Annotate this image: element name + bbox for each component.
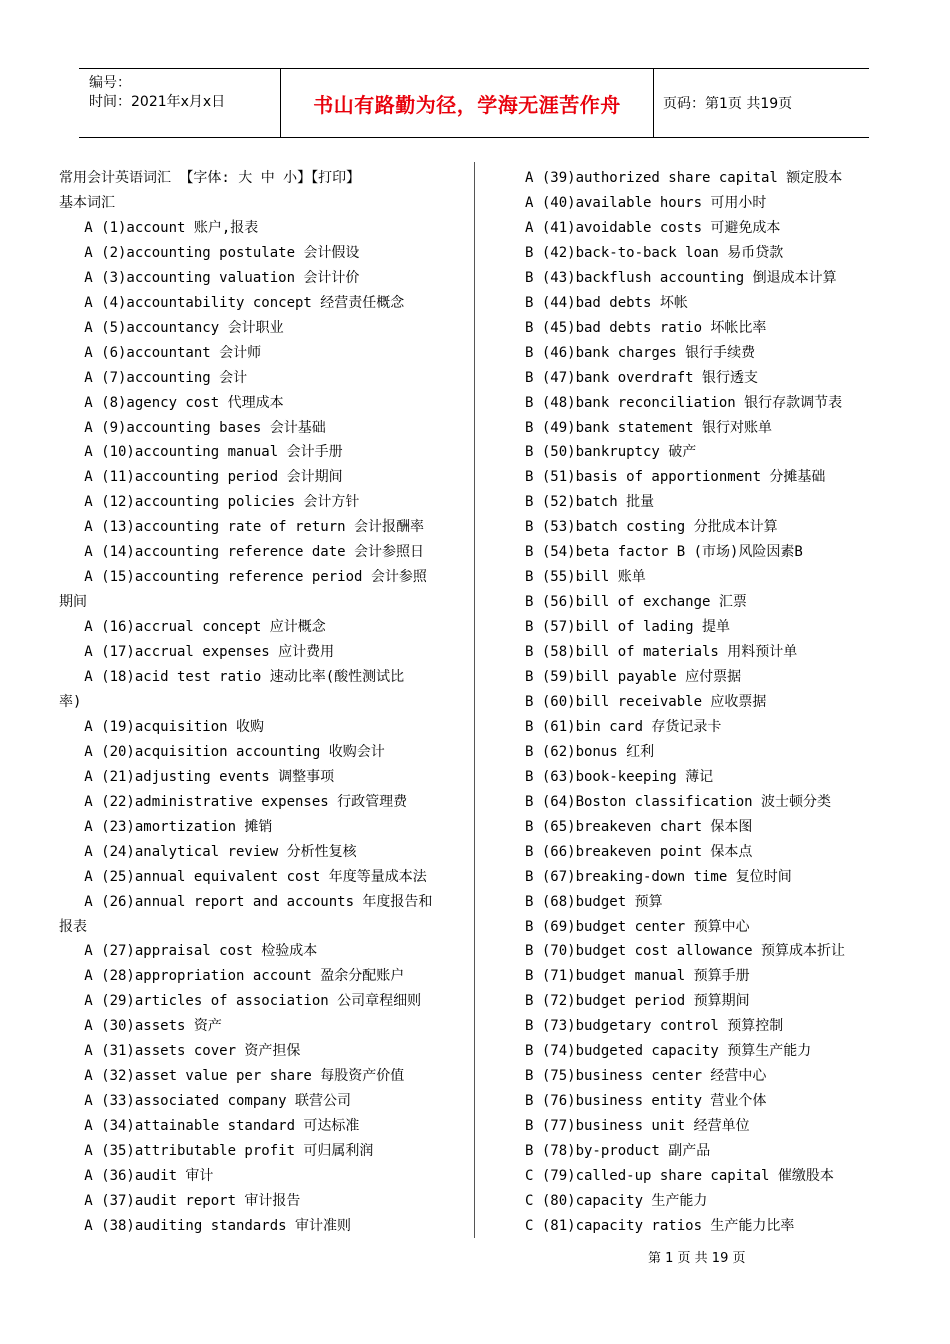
vocab-entry: A (34)attainable standard 可达标准 bbox=[59, 1118, 360, 1135]
vocab-entry: A (31)assets cover 资产担保 bbox=[59, 1043, 301, 1060]
vocab-entry: B (72)budget period 预算期间 bbox=[525, 993, 750, 1010]
document-date: 时间：2021年x月x日 bbox=[89, 94, 226, 110]
header-page-cell bbox=[654, 69, 869, 137]
vocab-entry: B (44)bad debts 坏帐 bbox=[525, 294, 688, 311]
vocab-entry: B (51)basis of apportionment 分摊基础 bbox=[525, 469, 826, 486]
vocab-entry: A (7)accounting 会计 bbox=[59, 369, 248, 386]
vocab-entry: A (40)available hours 可用小时 bbox=[525, 194, 767, 211]
document-number-label: 编号： bbox=[89, 75, 131, 91]
vocab-entry: A (14)accounting reference date 会计参照日 bbox=[59, 544, 425, 561]
vocab-entry: B (64)Boston classification 波士顿分类 bbox=[525, 793, 832, 810]
page-code: 页码：第1页 共19页 bbox=[663, 96, 793, 112]
vocab-entry: B (68)budget 预算 bbox=[525, 893, 663, 910]
vocab-entry: 常用会计英语词汇 【字体: 大 中 小】【打印】 bbox=[59, 170, 361, 186]
vocab-entry: A (17)accrual expenses 应计费用 bbox=[59, 644, 335, 661]
vocab-entry: B (76)business entity 营业个体 bbox=[525, 1093, 767, 1110]
vocab-entry: B (60)bill receivable 应收票据 bbox=[525, 693, 767, 710]
vocab-entry: B (52)batch 批量 bbox=[525, 494, 655, 511]
vocab-entry: C (81)capacity ratios 生产能力比率 bbox=[525, 1217, 795, 1234]
vocab-entry: B (71)budget manual 预算手册 bbox=[525, 968, 750, 985]
vocab-entry: A (4)accountability concept 经营责任概念 bbox=[59, 294, 405, 311]
vocab-entry: 率) bbox=[59, 693, 82, 710]
vocab-entry: B (67)breaking-down time 复位时间 bbox=[525, 868, 792, 885]
header-meta-cell bbox=[79, 69, 281, 137]
vocab-entry: 基本词汇 bbox=[59, 194, 115, 211]
vocab-entry: B (63)book-keeping 薄记 bbox=[525, 768, 714, 785]
vocab-entry: C (80)capacity 生产能力 bbox=[525, 1192, 708, 1209]
motto-text: 书山有路勤为径，学海无涯苦作舟 bbox=[313, 92, 621, 117]
vocab-entry: 期间 bbox=[59, 594, 87, 611]
vocab-entry: B (78)by-product 副产品 bbox=[525, 1143, 711, 1160]
page-footer: 第 1 页 共 19 页 bbox=[648, 1251, 746, 1266]
vocab-entry: A (21)adjusting events 调整事项 bbox=[59, 768, 335, 785]
vocab-entry: B (74)budgeted capacity 预算生产能力 bbox=[525, 1043, 812, 1060]
vocab-entry: A (19)acquisition 收购 bbox=[59, 718, 265, 735]
vocab-entry: A (8)agency cost 代理成本 bbox=[59, 394, 284, 411]
vocab-entry: B (47)bank overdraft 银行透支 bbox=[525, 369, 759, 386]
vocab-entry: A (12)accounting policies 会计方针 bbox=[59, 494, 360, 511]
vocab-entry: A (15)accounting reference period 会计参照 bbox=[59, 569, 427, 586]
vocab-entry: B (56)bill of exchange 汇票 bbox=[525, 594, 747, 611]
vocab-entry: A (6)accountant 会计师 bbox=[59, 344, 262, 361]
vocab-entry: A (2)accounting postulate 会计假设 bbox=[59, 244, 360, 261]
vocab-entry: A (37)audit report 审计报告 bbox=[59, 1192, 301, 1209]
vocab-entry: B (57)bill of lading 提单 bbox=[525, 619, 731, 636]
vocab-entry: 报表 bbox=[59, 918, 87, 935]
vocab-entry: B (48)bank reconciliation 银行存款调节表 bbox=[525, 394, 843, 411]
vocab-entry: A (32)asset value per share 每股资产价值 bbox=[59, 1068, 405, 1085]
vocab-entry: A (3)accounting valuation 会计计价 bbox=[59, 269, 360, 286]
vocab-entry: A (23)amortization 摊销 bbox=[59, 818, 273, 835]
vocab-entry: A (24)analytical review 分析性复核 bbox=[59, 843, 357, 860]
vocab-entry: A (36)audit 审计 bbox=[59, 1168, 214, 1184]
vocab-entry: A (9)accounting bases 会计基础 bbox=[59, 419, 326, 436]
vocab-entry: A (27)appraisal cost 检验成本 bbox=[59, 943, 318, 960]
vocab-entry: A (11)accounting period 会计期间 bbox=[59, 469, 343, 486]
vocab-entry: A (26)annual report and accounts 年度报告和 bbox=[59, 893, 433, 910]
vocab-entry: B (75)business center 经营中心 bbox=[525, 1068, 767, 1085]
vocab-entry: A (39)authorized share capital 额定股本 bbox=[525, 170, 843, 186]
header-motto-cell bbox=[281, 69, 654, 137]
vocab-entry: A (25)annual equivalent cost 年度等量成本法 bbox=[59, 868, 427, 885]
vocab-entry: A (16)accrual concept 应计概念 bbox=[59, 619, 326, 636]
vocab-entry: B (69)budget center 预算中心 bbox=[525, 918, 750, 935]
vocab-entry: A (5)accountancy 会计职业 bbox=[59, 319, 284, 336]
vocab-entry: B (73)budgetary control 预算控制 bbox=[525, 1018, 784, 1035]
vocab-entry: B (49)bank statement 银行对账单 bbox=[525, 419, 773, 436]
vocab-entry: B (61)bin card 存货记录卡 bbox=[525, 718, 722, 735]
vocab-entry: A (18)acid test ratio 速动比率(酸性测试比 bbox=[59, 669, 405, 685]
vocab-entry: B (45)bad debts ratio 坏帐比率 bbox=[525, 319, 767, 336]
vocab-entry: B (77)business unit 经营单位 bbox=[525, 1118, 750, 1135]
vocab-entry: A (33)associated company 联营公司 bbox=[59, 1093, 352, 1110]
vocab-entry: A (29)articles of association 公司章程细则 bbox=[59, 993, 422, 1010]
vocab-entry: B (43)backflush accounting 倒退成本计算 bbox=[525, 269, 837, 286]
vocab-entry: B (46)bank charges 银行手续费 bbox=[525, 344, 756, 361]
vocab-entry: B (53)batch costing 分批成本计算 bbox=[525, 519, 778, 536]
vocab-entry: A (35)attributable profit 可归属利润 bbox=[59, 1143, 374, 1160]
vocab-entry: B (58)bill of materials 用料预计单 bbox=[525, 644, 798, 661]
column-divider bbox=[474, 162, 475, 1238]
document-header bbox=[79, 68, 869, 138]
vocab-entry: B (70)budget cost allowance 预算成本折让 bbox=[525, 943, 846, 960]
vocab-entry: B (50)bankruptcy 破产 bbox=[525, 444, 697, 461]
vocab-entry: A (10)accounting manual 会计手册 bbox=[59, 444, 343, 461]
vocab-entry: B (55)bill 账单 bbox=[525, 569, 646, 586]
vocab-entry: A (30)assets 资产 bbox=[59, 1018, 222, 1035]
vocab-entry: A (1)account 账户,报表 bbox=[59, 219, 259, 236]
vocab-entry: A (20)acquisition accounting 收购会计 bbox=[59, 743, 385, 760]
vocab-entry: B (66)breakeven point 保本点 bbox=[525, 843, 753, 860]
vocab-entry: B (54)beta factor B (市场)风险因素B bbox=[525, 544, 803, 561]
vocab-entry: A (38)auditing standards 审计准则 bbox=[59, 1217, 352, 1234]
vocab-entry: A (13)accounting rate of return 会计报酬率 bbox=[59, 519, 425, 536]
vocab-entry: C (79)called-up share capital 催缴股本 bbox=[525, 1168, 834, 1184]
vocab-entry: A (41)avoidable costs 可避免成本 bbox=[525, 219, 781, 236]
vocab-entry: A (22)administrative expenses 行政管理费 bbox=[59, 793, 408, 810]
vocab-entry: B (59)bill payable 应付票据 bbox=[525, 669, 742, 685]
vocab-entry: B (62)bonus 红利 bbox=[525, 743, 655, 760]
vocab-entry: B (42)back-to-back loan 易币贷款 bbox=[525, 244, 784, 261]
vocab-entry: B (65)breakeven chart 保本图 bbox=[525, 818, 753, 835]
vocab-entry: A (28)appropriation account 盈余分配账户 bbox=[59, 968, 405, 985]
